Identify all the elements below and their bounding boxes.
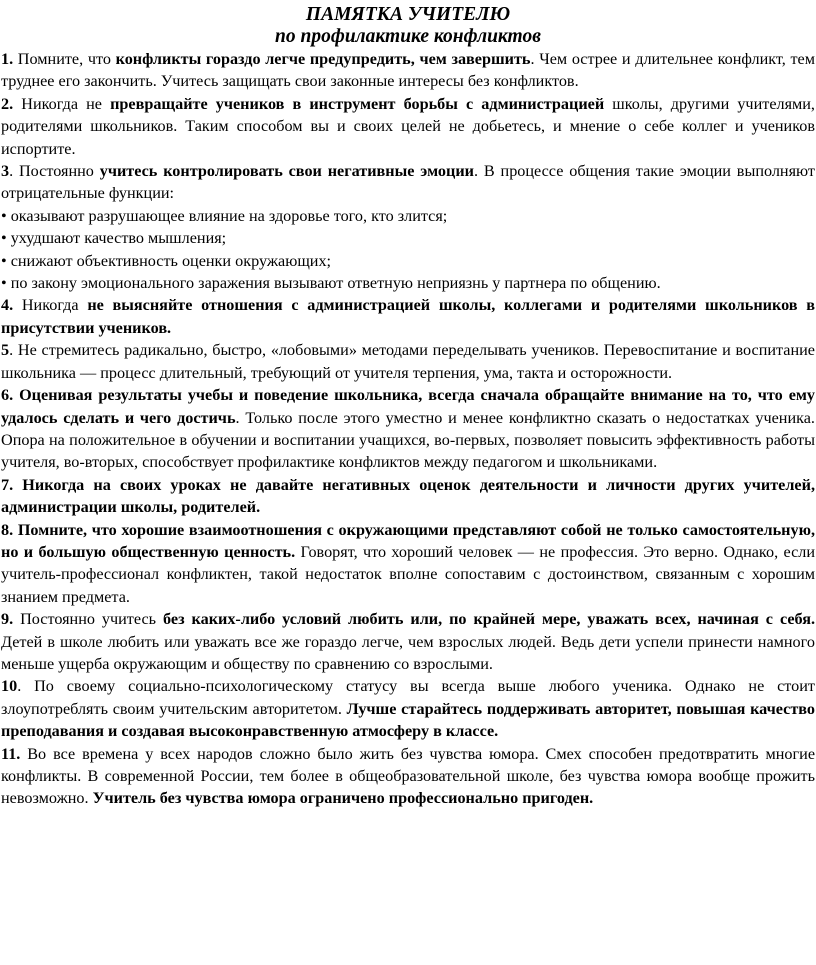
- item-text: . Не стремитесь радикально, быстро, «лобовыми» методами переделывать учеников. Перевоспитание и воспитание школьника — процесс длительный, требующий от учителя терпения, ума, такта и осторожности.: [1, 341, 815, 382]
- item-number: 6.: [1, 386, 14, 405]
- item-bold-text: учитесь контролировать свои негативные эмоции: [99, 162, 474, 181]
- memo-item-3: [1, 160, 815, 205]
- item-text: . Только после этого уместно и менее конфликтно сказать о недостатках ученика. Опора на положительное в обучении и воспитании учащихся, во-первых, позволяет повысить эффективность работы учителя, во-вторых, способствует профилактике конфликтов между педагогом и школьниками.: [1, 408, 815, 472]
- item-text: . В процессе общения такие эмоции выполняют отрицательные функции:: [1, 162, 815, 203]
- item-bold-text: не выясняйте отношения с администрацией школы, коллегами и родителями школьников в присутствии учеников.: [1, 296, 815, 337]
- document-subtitle: по профилактике конфликтов: [275, 26, 541, 47]
- item-number: 2.: [1, 94, 14, 113]
- memo-item-7: [1, 474, 815, 519]
- memo-item-1: [1, 48, 815, 93]
- item-bold-text: конфликты гораздо легче предупредить, чем завершить: [115, 50, 531, 68]
- document-title: ПАМЯТКА УЧИТЕЛЮ: [305, 4, 511, 25]
- item-text: . Чем острее и длительнее конфликт, тем труднее его закончить. Учитесь защищать свои законные интересы без конфликтов.: [1, 50, 815, 91]
- item-bold-text: без каких-либо условий любить или, по крайней мере, уважать всех, начиная с себя.: [163, 610, 816, 629]
- item-text: школы, другими учителями, родителями школьников. Таким способом вы и своих целей не добьетесь, и мнение о себе коллег и учеников испортите.: [1, 94, 815, 158]
- item-text: . По своему социально-психологическому статусу вы всегда выше любого ученика. Однако не стоит злоупотреблять своим учительским авторитетом.: [1, 677, 815, 718]
- item-text: Никогда: [13, 296, 88, 315]
- item-number: 8.: [1, 520, 14, 539]
- item-number: 9.: [1, 610, 14, 629]
- item-number: 1.: [1, 50, 14, 68]
- memo-item-5: [1, 339, 815, 384]
- item-text: . Постоянно: [9, 162, 100, 181]
- item-text: Никогда не: [13, 94, 111, 113]
- item-number: 7.: [1, 475, 14, 494]
- item-bold-text: Оценивая результаты учебы и поведение школьника, всегда сначала обращайте внимание на то, что ему удалось сделать и чего достичь: [1, 386, 815, 427]
- item-number: 10: [1, 677, 18, 696]
- bullet-item: • оказывают разрушающее влияние на здоровье того, кто злится;: [1, 206, 448, 225]
- memo-item-4: [1, 294, 815, 339]
- item-bold-text: Никогда на своих уроках не давайте негативных оценок деятельности и личности других учителей, администрации школы, родителей.: [1, 475, 815, 517]
- item-number: 4.: [1, 296, 14, 315]
- item-bold-text: Помните, что хорошие взаимоотношения с окружающими представляют собой не только самостоятельную, но и большую общественную ценность.: [1, 520, 815, 561]
- memo-list: [0, 48, 816, 810]
- memo-item-6: [1, 384, 815, 474]
- memo-item-9: [1, 608, 815, 675]
- item-text: Постоянно учитесь: [13, 610, 163, 629]
- item-text: Говорят, что хороший человек — не профессия. Это верно. Однако, если учитель-профессионал конфликтен, такой недостаток вполне сопоставим с достоинством, связанным с хорошим знанием предмета.: [1, 542, 815, 606]
- memo-item-10: [1, 675, 815, 742]
- memo-item-11: [1, 743, 815, 810]
- item-text: Помните, что: [13, 50, 116, 68]
- item-text: Во все времена у всех народов сложно было жить без чувства юмора. Смех способен предотвратить многие конфликты. В современной России, тем более в общеобразовательной школе, без чувства юмора вообще прожить невозможно.: [1, 744, 815, 808]
- item-number: 11.: [1, 744, 21, 763]
- item-number: 3: [1, 162, 10, 181]
- item-number: 5: [1, 341, 10, 360]
- item-bold-text: Лучше старайтесь поддерживать авторитет, повышая качество преподавания и создавая высоконравственную атмосферу в классе.: [1, 699, 815, 741]
- item-bold-text: Учитель без чувства юмора ограничено профессионально пригоден.: [92, 789, 594, 808]
- memo-item-2: [1, 93, 815, 160]
- item-bold-text: превращайте учеников в инструмент борьбы с администрацией: [110, 94, 605, 113]
- bullet-item: • снижают объективность оценки окружающих;: [1, 251, 332, 270]
- memo-item-8: [1, 519, 815, 609]
- item-text: Детей в школе любить или уважать все же гораздо легче, чем взрослых людей. Ведь дети успели принести намного меньше ущерба окружающим и обществу по сравнению со взрослыми.: [1, 632, 815, 673]
- bullet-item: • по закону эмоционального заражения вызывают ответную неприязнь у партнера по общению.: [1, 274, 661, 293]
- bullet-item: • ухудшают качество мышления;: [1, 229, 227, 248]
